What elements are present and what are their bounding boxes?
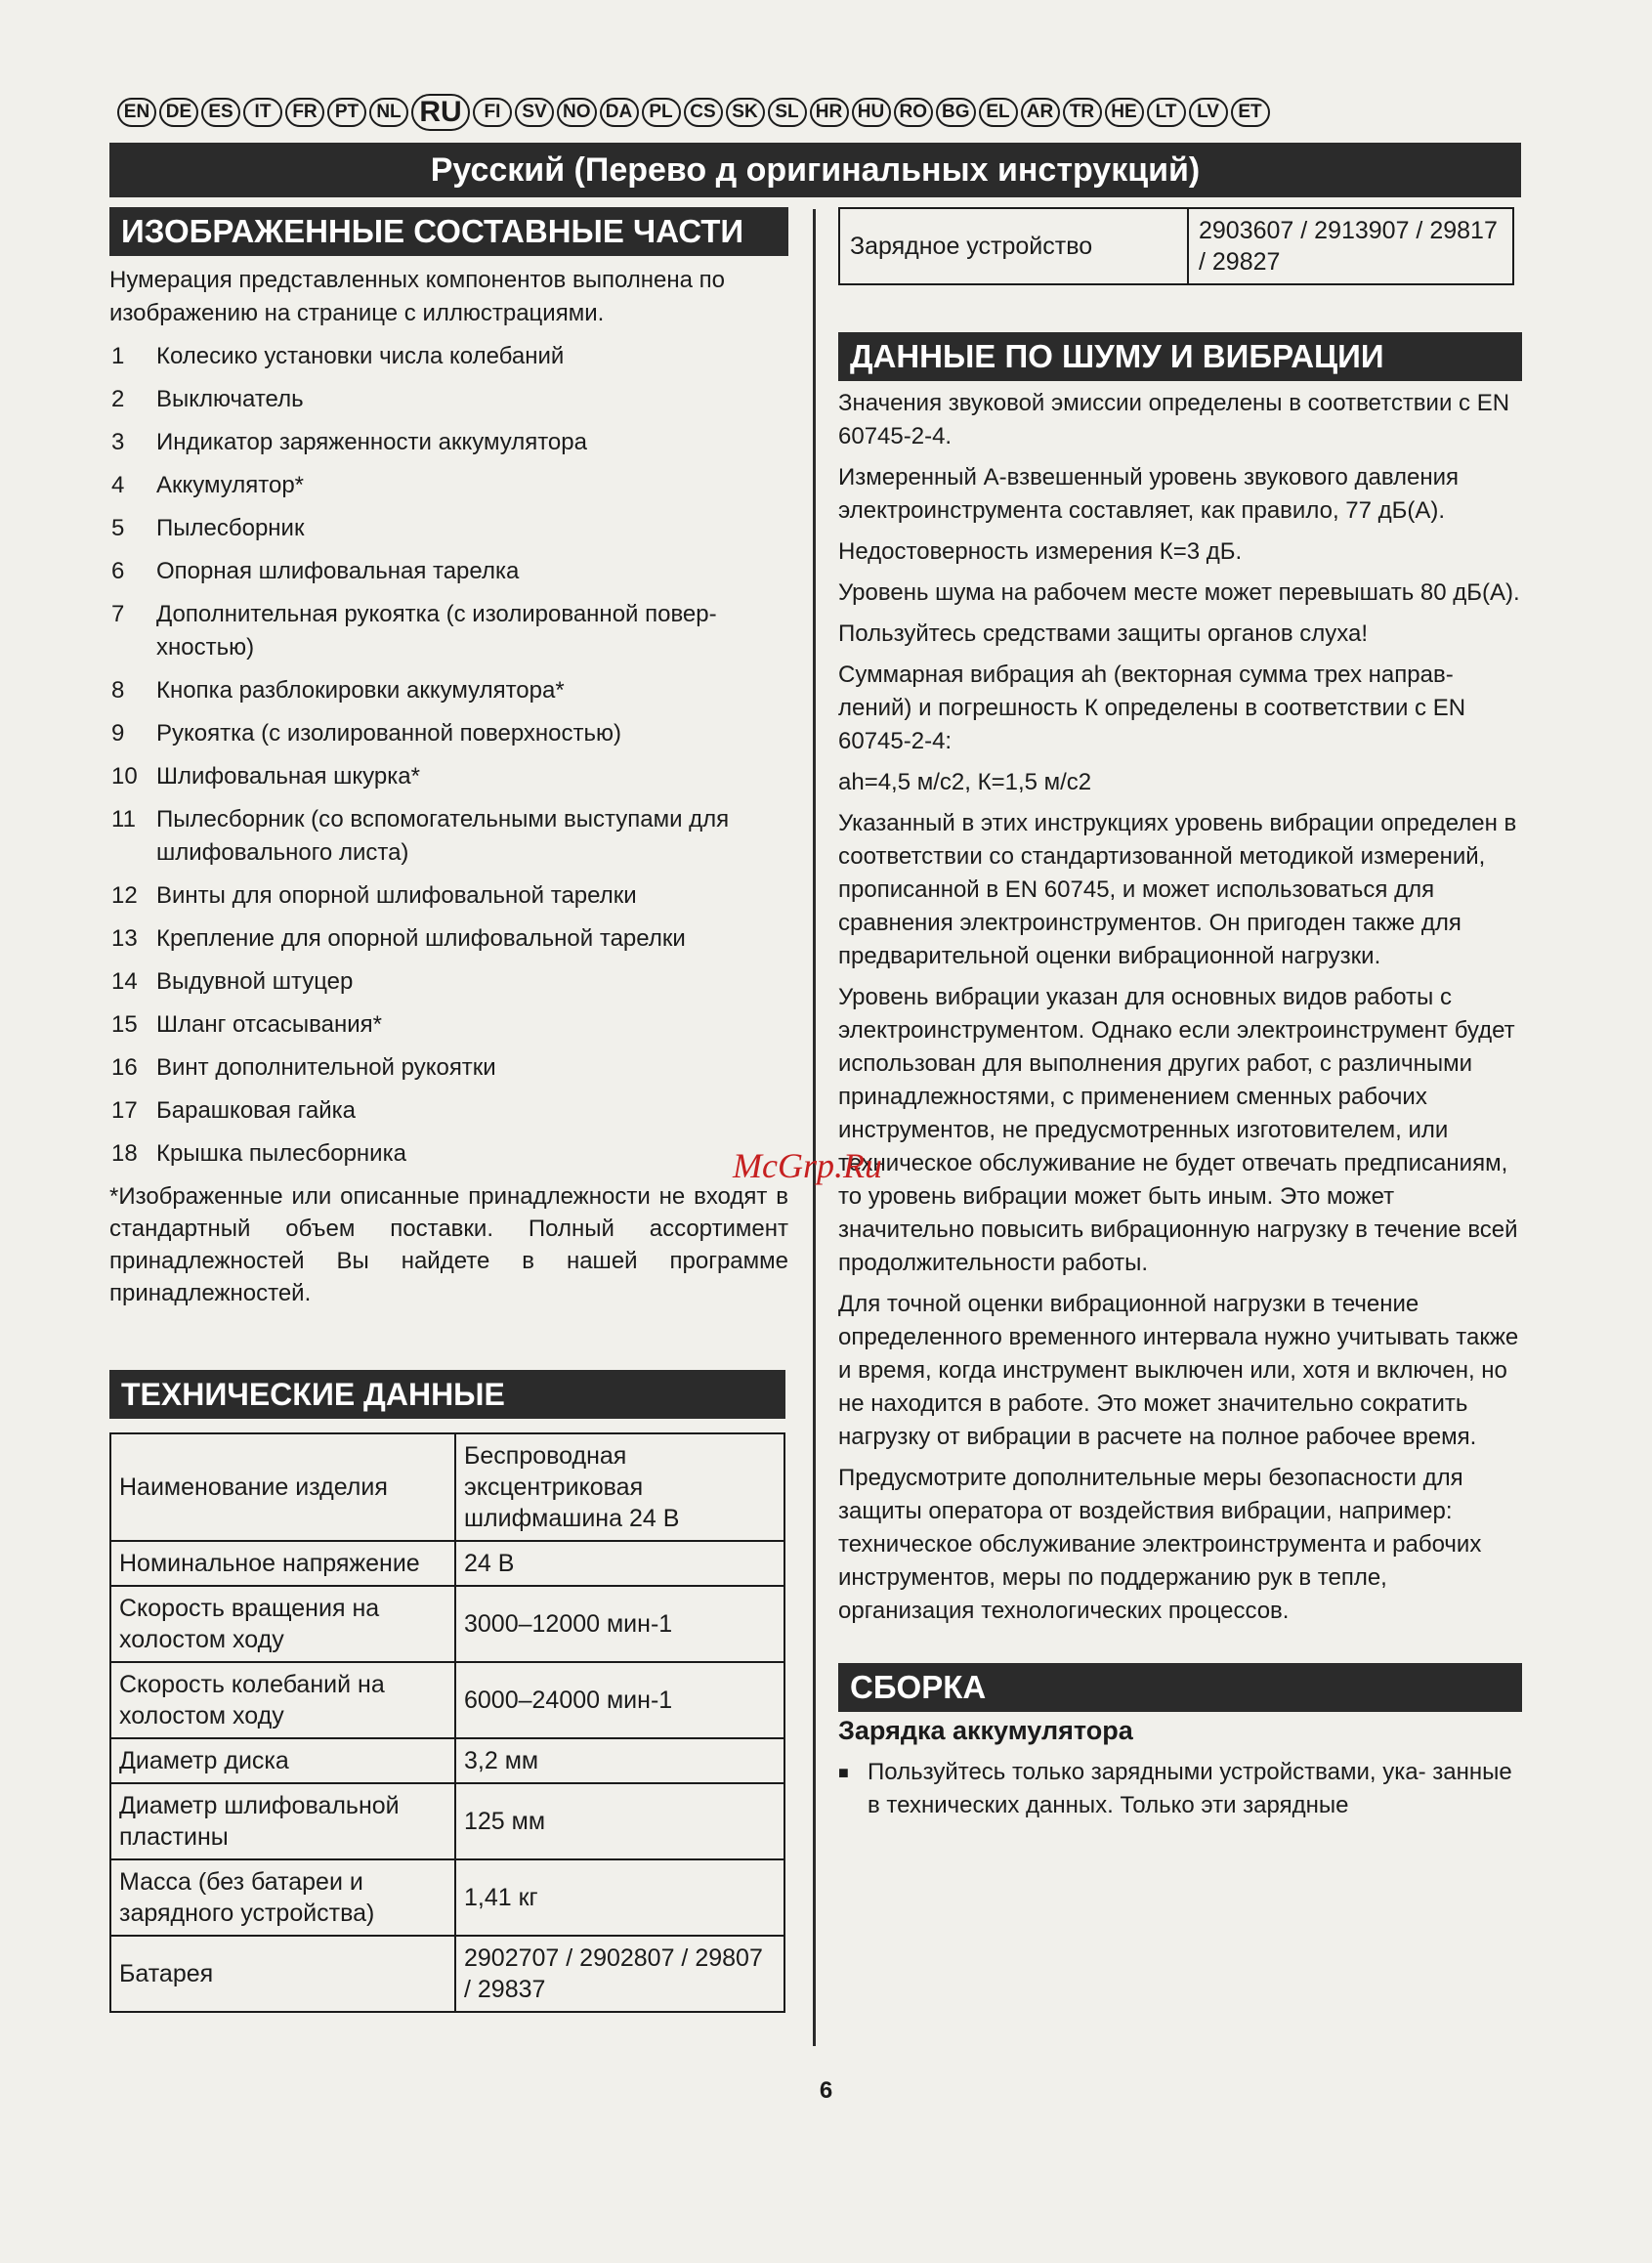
spec-label: Скорость вращения на холостом ходу xyxy=(110,1586,455,1662)
spec-value: 2902707 / 2902807 / 29807 / 29837 xyxy=(455,1936,784,2012)
language-tab-da[interactable]: DA xyxy=(600,98,639,127)
spec-label: Наименование изделия xyxy=(110,1433,455,1541)
part-number: 3 xyxy=(111,429,125,455)
noise-paragraph: Значения звуковой эмиссии определены в соответствии с EN 60745-2-4. xyxy=(838,390,1510,449)
part-number: 9 xyxy=(111,720,125,747)
part-number: 13 xyxy=(111,925,138,952)
part-number: 5 xyxy=(111,515,125,541)
table-row xyxy=(110,1936,784,2012)
tech-data-table xyxy=(109,1432,785,2013)
spec-value: 3,2 мм xyxy=(455,1738,784,1783)
language-tab-tr[interactable]: TR xyxy=(1063,98,1102,127)
parts-footnote: *Изображенные или описанные принадлежности не входят в стандартный объем поставки. Полный ассортимент принадлежностей Вы найдете в нашей программе принадлежностей. xyxy=(109,1183,788,1306)
section-heading-tech: ТЕХНИЧЕСКИЕ ДАННЫЕ xyxy=(109,1370,785,1419)
part-name: Крышка пылесборника xyxy=(156,1140,406,1167)
list-item xyxy=(109,1051,788,1085)
list-item xyxy=(109,760,788,793)
list-item xyxy=(109,717,788,750)
language-tab-pt[interactable]: PT xyxy=(327,98,366,127)
section-heading-noise: ДАННЫЕ ПО ШУМУ И ВИБРАЦИИ xyxy=(838,332,1522,381)
part-number: 2 xyxy=(111,386,125,412)
section-heading-assembly: СБОРКА xyxy=(838,1663,1522,1712)
spec-value: 6000–24000 мин-1 xyxy=(455,1662,784,1738)
page-number: 6 xyxy=(819,2077,833,2104)
noise-paragraph: Пользуйтесь средствами защиты органов слуха! xyxy=(838,620,1368,647)
spec-value: 125 мм xyxy=(455,1783,784,1859)
spec-value: 1,41 кг xyxy=(455,1859,784,1936)
language-tab-it[interactable]: IT xyxy=(243,98,282,127)
spec-label: Диаметр диска xyxy=(110,1738,455,1783)
language-tab-he[interactable]: HE xyxy=(1105,98,1144,127)
language-tab-en[interactable]: EN xyxy=(117,98,156,127)
table-row xyxy=(110,1433,784,1541)
part-number: 15 xyxy=(111,1011,138,1038)
part-name: Шланг отсасывания* xyxy=(156,1011,382,1038)
parts-intro: Нумерация представленных компонентов выполнена по изображению на странице с иллюстрациями. xyxy=(109,267,725,326)
language-tab-lt[interactable]: LT xyxy=(1147,98,1186,127)
list-item xyxy=(109,965,788,999)
parts-list xyxy=(109,340,788,1171)
list-item xyxy=(109,426,788,459)
table-row xyxy=(110,1738,784,1783)
part-name: Выключатель xyxy=(156,386,304,412)
bullet-square-icon: ■ xyxy=(838,1763,849,1782)
noise-paragraph: Уровень шума на рабочем месте может перевышать 80 дБ(А). xyxy=(838,579,1520,606)
language-tab-hu[interactable]: HU xyxy=(852,98,891,127)
part-name: Кнопка разблокировки аккумулятора* xyxy=(156,677,565,704)
language-tab-hr[interactable]: HR xyxy=(810,98,849,127)
language-tab-cs[interactable]: CS xyxy=(684,98,723,127)
spec-value: 3000–12000 мин-1 xyxy=(455,1586,784,1662)
section-heading-parts: ИЗОБРАЖЕННЫЕ СОСТАВНЫЕ ЧАСТИ xyxy=(109,207,788,256)
list-item xyxy=(109,1008,788,1042)
language-tab-sv[interactable]: SV xyxy=(515,98,554,127)
spec-label: Масса (без батареи и зарядного устройства) xyxy=(110,1859,455,1936)
spec-label: Диаметр шлифовальной пластины xyxy=(110,1783,455,1859)
noise-paragraph: Уровень вибрации указан для основных видов работы с электроинструментом. Однако если электроинструмент будет использован для выполнения других работ, с различными принадлежностями, с применением сменных рабочих инструментов, не предусмотренных изготовителем, или техническое обслуживание не будет отвечать предписаниям, то уровень вибрации может быть иным. Это может значительно повысить вибрационную нагрузку в течение всей продолжительности работы. xyxy=(838,984,1518,1276)
part-number: 18 xyxy=(111,1140,138,1167)
list-item xyxy=(109,383,788,416)
language-tab-bg[interactable]: BG xyxy=(936,98,976,127)
list-item xyxy=(109,922,788,956)
noise-paragraph: Суммарная вибрация ah (векторная сумма трех направ- лений) и погрешность К определены в соответствии с EN 60745-2-4: xyxy=(838,662,1466,754)
language-tab-fr[interactable]: FR xyxy=(285,98,324,127)
table-row xyxy=(110,1859,784,1936)
list-item xyxy=(109,1137,788,1171)
language-tab-ru[interactable]: RU xyxy=(411,94,470,131)
assembly-bullet-text: Пользуйтесь только зарядными устройствами, ука- занные в технических данных. Только эти зарядные xyxy=(868,1759,1512,1818)
charger-value: 2903607 / 2913907 / 29817 / 29827 xyxy=(1188,208,1513,284)
part-name: Винты для опорной шлифовальной тарелки xyxy=(156,882,637,909)
part-name: Индикатор заряженности аккумулятора xyxy=(156,429,587,455)
part-name: Рукоятка (с изолированной поверхностью) xyxy=(156,720,621,747)
part-number: 16 xyxy=(111,1054,138,1081)
charger-table xyxy=(838,207,1514,285)
language-tab-sk[interactable]: SK xyxy=(726,98,765,127)
list-item xyxy=(838,1756,1522,1822)
part-number: 14 xyxy=(111,968,138,995)
part-name: Колесико установки числа колебаний xyxy=(156,343,565,369)
list-item xyxy=(109,879,788,913)
language-tab-ro[interactable]: RO xyxy=(894,98,934,127)
spec-value: Беспроводная эксцентриковая шлифмашина 24 В xyxy=(455,1433,784,1541)
list-item xyxy=(109,469,788,502)
part-name: Винт дополнительной рукоятки xyxy=(156,1054,496,1081)
spec-label: Скорость колебаний на холостом ходу xyxy=(110,1662,455,1738)
assembly-subheading: Зарядка аккумулятора xyxy=(838,1716,1133,1745)
part-name: Барашковая гайка xyxy=(156,1097,357,1124)
language-tab-pl[interactable]: PL xyxy=(642,98,681,127)
language-tab-el[interactable]: EL xyxy=(979,98,1018,127)
table-row xyxy=(110,1662,784,1738)
list-item xyxy=(109,340,788,373)
part-number: 4 xyxy=(111,472,125,498)
table-row xyxy=(839,208,1513,284)
noise-paragraph: Для точной оценки вибрационной нагрузки в течение определенного временного интервала нужно учитывать также и время, когда инструмент выключен или, хотя и включен, но не находится в работе. Это может значительно сократить нагрузку от вибрации в расчете на полное рабочее время. xyxy=(838,1291,1519,1450)
noise-text xyxy=(838,387,1522,1628)
part-name: Пылесборник (со вспомогательными выступами для шлифовального листа) xyxy=(156,806,730,866)
table-row xyxy=(110,1783,784,1859)
part-number: 17 xyxy=(111,1097,138,1124)
list-item xyxy=(109,1094,788,1128)
page-title: Русский (Перево д оригинальных инструкций) xyxy=(109,143,1521,197)
noise-paragraph: Недостоверность измерения К=3 дБ. xyxy=(838,538,1243,565)
part-name: Выдувной штуцер xyxy=(156,968,354,995)
list-item xyxy=(109,598,788,664)
language-tab-ar[interactable]: AR xyxy=(1021,98,1060,127)
language-tab-et[interactable]: ET xyxy=(1231,98,1270,127)
noise-paragraph: Указанный в этих инструкциях уровень вибрации определен в соответствии со стандартизованной методикой измерений, прописанной в EN 60745, и может использоваться для сравнения электроинструментов. Он пригоден также для предварительной оценки вибрационной нагрузки. xyxy=(838,810,1517,969)
noise-paragraph: Измеренный А-взвешенный уровень звукового давления электроинструмента составляет, как правило, 77 дБ(А). xyxy=(838,464,1460,524)
part-number: 12 xyxy=(111,882,138,909)
part-number: 10 xyxy=(111,763,138,790)
language-tab-es[interactable]: ES xyxy=(201,98,240,127)
list-item xyxy=(109,674,788,707)
part-number: 8 xyxy=(111,677,125,704)
right-column xyxy=(838,207,1522,1822)
part-name: Пылесборник xyxy=(156,515,305,541)
part-name: Крепление для опорной шлифовальной тарелки xyxy=(156,925,686,952)
language-tab-sl[interactable]: SL xyxy=(768,98,807,127)
column-divider xyxy=(813,209,816,2046)
spec-value: 24 В xyxy=(455,1541,784,1586)
list-item xyxy=(109,803,788,870)
language-selector-bar xyxy=(117,94,1524,131)
part-name: Шлифовальная шкурка* xyxy=(156,763,420,790)
part-number: 7 xyxy=(111,601,125,627)
language-tab-de[interactable]: DE xyxy=(159,98,198,127)
table-row xyxy=(110,1541,784,1586)
table-row xyxy=(110,1586,784,1662)
left-column xyxy=(109,207,788,2013)
list-item xyxy=(109,512,788,545)
charger-label: Зарядное устройство xyxy=(839,208,1188,284)
part-number: 6 xyxy=(111,558,125,584)
part-name: Дополнительная рукоятка (с изолированной повер- хностью) xyxy=(156,601,717,661)
list-item xyxy=(109,555,788,588)
language-tab-lv[interactable]: LV xyxy=(1189,98,1228,127)
part-name: Опорная шлифовальная тарелка xyxy=(156,558,520,584)
spec-label: Батарея xyxy=(110,1936,455,2012)
part-number: 1 xyxy=(111,343,125,369)
noise-paragraph: ah=4,5 м/с2, К=1,5 м/с2 xyxy=(838,769,1092,795)
part-number: 11 xyxy=(111,806,136,833)
part-name: Аккумулятор* xyxy=(156,472,305,498)
watermark: McGrp.Ru xyxy=(733,1146,882,1185)
language-tab-no[interactable]: NO xyxy=(557,98,597,127)
noise-paragraph: Предусмотрите дополнительные меры безопасности для защиты оператора от воздействия вибрации, например: техническое обслуживание электроинструмента и рабочих инструментов, меры по поддержанию рук в тепле, организация технологических процессов. xyxy=(838,1465,1482,1624)
spec-label: Номинальное напряжение xyxy=(110,1541,455,1586)
language-tab-fi[interactable]: FI xyxy=(473,98,512,127)
language-tab-nl[interactable]: NL xyxy=(369,98,408,127)
